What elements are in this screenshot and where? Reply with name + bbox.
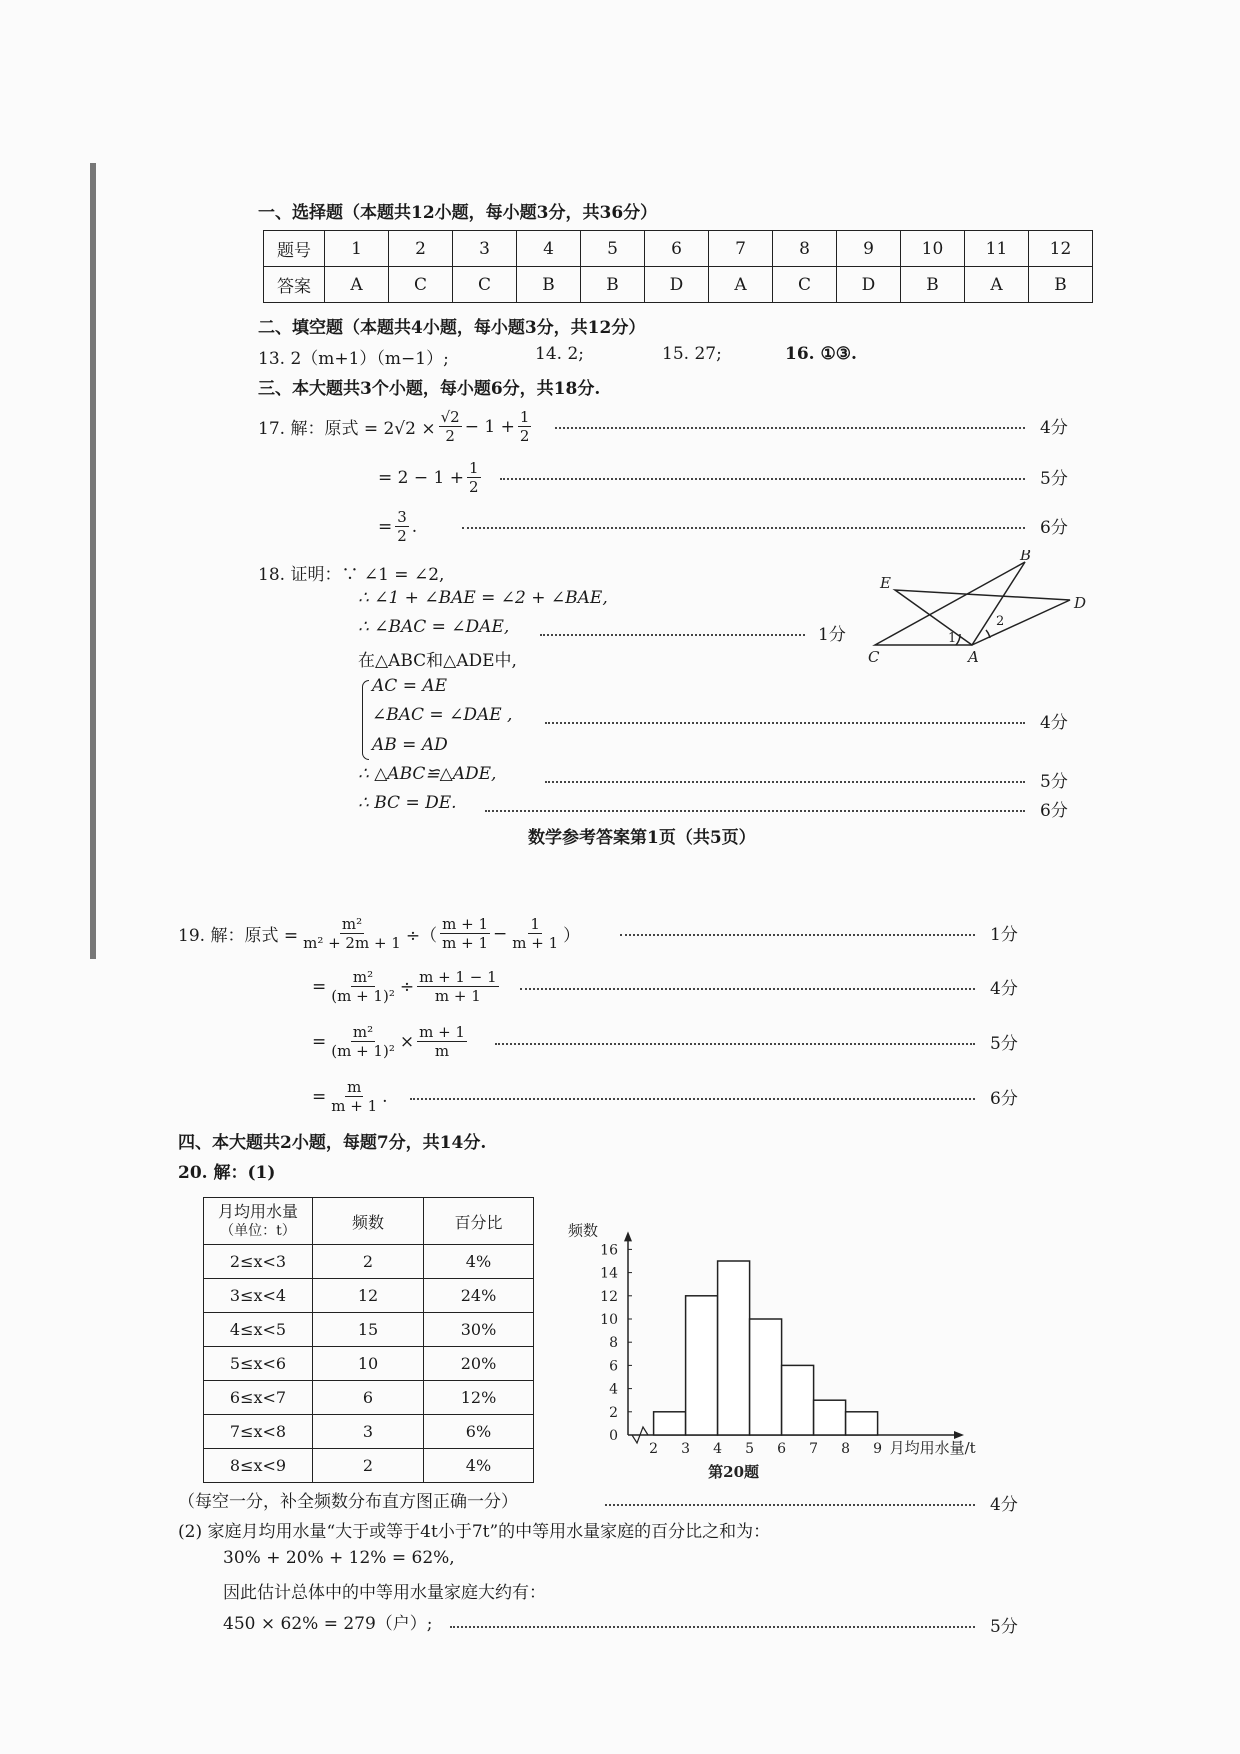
q18-line3: ∴ ∠BAC = ∠DAE, bbox=[358, 617, 510, 637]
q18-line1: 18. 证明：∵ ∠1 = ∠2, bbox=[258, 565, 445, 585]
score-q19-3: 5分 bbox=[990, 1034, 1018, 1054]
percent-cell: 20% bbox=[424, 1347, 534, 1381]
q18-line6: ∴ BC = DE. bbox=[358, 793, 457, 813]
score-q18-1: 1分 bbox=[818, 625, 846, 645]
percent-cell: 6% bbox=[424, 1415, 534, 1449]
question-number-cell: 7 bbox=[709, 231, 773, 267]
label-angle1: 1 bbox=[948, 631, 957, 646]
q19-divide: ÷ bbox=[399, 976, 415, 997]
q19-eq: = bbox=[312, 1031, 327, 1052]
q18-line2: ∴ ∠1 + ∠BAE = ∠2 + ∠BAE, bbox=[358, 588, 608, 608]
fraction: $\frac{1}{2}$ bbox=[519, 408, 530, 445]
question-number-cell: 8 bbox=[773, 231, 837, 267]
frequency-cell: 12 bbox=[313, 1279, 424, 1313]
q20-label: 20. 解：(1) bbox=[178, 1163, 276, 1183]
question-number-cell: 9 bbox=[837, 231, 901, 267]
question-number-cell: 6 bbox=[645, 231, 709, 267]
header-range: 月均用水量 （单位：t） bbox=[204, 1198, 313, 1245]
dot-leader bbox=[462, 527, 1025, 529]
answer-cell: A bbox=[965, 267, 1029, 303]
range-cell: 4≤x<5 bbox=[204, 1313, 313, 1347]
part2-line3: 因此估计总体中的中等用水量家庭大约有： bbox=[223, 1583, 546, 1603]
table-row bbox=[204, 1313, 534, 1347]
score-q19-2: 4分 bbox=[990, 979, 1018, 999]
fraction: $\frac{m + 1 - 1}{m + 1}$ bbox=[419, 968, 497, 1005]
dot-leader bbox=[450, 1626, 975, 1628]
fraction: $\frac{\text{m²}}{\text{(m + 1)²}}$ bbox=[331, 1023, 395, 1060]
q19-divide: ÷（ bbox=[405, 926, 438, 946]
q17-line3-prefix: = bbox=[378, 516, 393, 537]
x-tick-label: 6 bbox=[777, 1441, 787, 1457]
angle2-arc bbox=[986, 630, 990, 638]
range-cell: 8≤x<9 bbox=[204, 1449, 313, 1483]
header-percent: 百分比 bbox=[424, 1198, 534, 1245]
question-number-cell: 5 bbox=[581, 231, 645, 267]
percent-cell: 30% bbox=[424, 1313, 534, 1347]
y-tick-label: 14 bbox=[600, 1265, 618, 1282]
q19-suffix: . bbox=[382, 1086, 388, 1107]
q19-prefix: 19. 解：原式 = bbox=[178, 926, 299, 946]
table-row bbox=[204, 1449, 534, 1483]
dot-leader bbox=[410, 1098, 975, 1100]
label-c: C bbox=[868, 648, 880, 665]
q19-eq: = bbox=[312, 1086, 327, 1107]
label-angle2: 2 bbox=[996, 614, 1005, 629]
score-q19-1: 1分 bbox=[990, 925, 1018, 945]
answer-cell: B bbox=[517, 267, 581, 303]
q17-line1 bbox=[258, 408, 534, 445]
y-tick-label: 10 bbox=[600, 1312, 618, 1328]
fraction: $\frac{\text{m²}}{\text{(m + 1)²}}$ bbox=[331, 968, 395, 1005]
x-tick-label: 9 bbox=[873, 1441, 883, 1457]
percent-cell: 24% bbox=[424, 1279, 534, 1313]
answer-cell: D bbox=[837, 267, 901, 303]
q19-minus: − bbox=[492, 923, 508, 944]
label-e: E bbox=[880, 574, 891, 592]
dot-leader bbox=[605, 1504, 975, 1506]
q18-cond3: AB = AD bbox=[372, 735, 448, 755]
table-row bbox=[204, 1279, 534, 1313]
answer-cell: D bbox=[645, 267, 709, 303]
fraction: $\frac{m + 1}{m + 1}$ bbox=[442, 915, 488, 952]
frequency-cell: 15 bbox=[313, 1313, 424, 1347]
row-label-number: 题号 bbox=[264, 231, 325, 267]
score-q18-3: 5分 bbox=[1040, 772, 1068, 792]
part2-line1: (2) 家庭月均用水量“大于或等于4t小于7t”的中等用水量家庭的百分比之和为： bbox=[178, 1522, 771, 1542]
answer-table bbox=[263, 230, 1093, 303]
label-d: D bbox=[1074, 594, 1087, 612]
x-axis-arrow bbox=[954, 1431, 964, 1439]
answer-q15: 15. 27; bbox=[662, 344, 722, 364]
score-q18-4: 6分 bbox=[1040, 801, 1068, 821]
fraction: $\frac{m + 1}{m}$ bbox=[419, 1023, 465, 1060]
dot-leader bbox=[540, 634, 805, 636]
section4-heading: 四、本大题共2小题，每题7分，共14分. bbox=[178, 1133, 487, 1153]
q18-cond1: AC = AE bbox=[372, 676, 448, 696]
q17-line3 bbox=[378, 508, 417, 545]
header-frequency: 频数 bbox=[313, 1198, 424, 1245]
y-tick-label: 12 bbox=[600, 1288, 618, 1305]
fraction: $\frac{√2}{2}$ bbox=[440, 408, 460, 445]
question-number-cell: 4 bbox=[517, 231, 581, 267]
range-cell: 5≤x<6 bbox=[204, 1347, 313, 1381]
fraction: $\frac{1}{m + 1}$ bbox=[512, 915, 559, 952]
part2-line2: 30% + 20% + 12% = 62%, bbox=[223, 1548, 455, 1568]
score-q19-4: 6分 bbox=[990, 1089, 1018, 1109]
dot-leader bbox=[495, 1043, 975, 1045]
histogram-bar bbox=[718, 1261, 750, 1435]
label-b: B bbox=[1020, 550, 1032, 564]
y-tick-label: 0 bbox=[609, 1428, 618, 1444]
answer-cell: C bbox=[773, 267, 837, 303]
histogram-bar bbox=[814, 1400, 846, 1435]
triangle-figure bbox=[860, 550, 1100, 665]
triangle-ade bbox=[895, 590, 1070, 645]
answer-q13: 13. 2（m+1）（m−1）; bbox=[258, 349, 449, 369]
score-q18-2: 4分 bbox=[1040, 713, 1068, 733]
q18-cond2: ∠BAC = ∠DAE , bbox=[372, 705, 513, 725]
dot-leader bbox=[485, 810, 1025, 812]
answer-cell: B bbox=[581, 267, 645, 303]
dot-leader bbox=[620, 934, 975, 936]
dot-leader bbox=[545, 722, 1025, 724]
q17-line1-mid: − 1 + bbox=[464, 416, 515, 437]
x-tick-label: 8 bbox=[841, 1441, 851, 1457]
x-tick-label: 3 bbox=[681, 1441, 691, 1457]
q17-line2 bbox=[378, 459, 484, 496]
y-tick-label: 2 bbox=[609, 1404, 618, 1421]
question-number-cell: 10 bbox=[901, 231, 965, 267]
dot-leader bbox=[555, 427, 1025, 429]
row-label-answer: 答案 bbox=[264, 267, 325, 303]
dot-leader bbox=[545, 781, 1025, 783]
answer-cell: C bbox=[453, 267, 517, 303]
answer-cell: B bbox=[901, 267, 965, 303]
question-number-cell: 1 bbox=[325, 231, 389, 267]
y-tick-label: 4 bbox=[609, 1381, 618, 1398]
x-tick-label: 7 bbox=[809, 1441, 819, 1457]
frequency-cell: 2 bbox=[313, 1449, 424, 1483]
y-tick-label: 6 bbox=[609, 1358, 618, 1375]
q19-line1 bbox=[178, 915, 580, 952]
fraction: $\frac{3}{2}$ bbox=[397, 508, 407, 545]
score-q20-1: 4分 bbox=[990, 1495, 1018, 1515]
answer-cell: A bbox=[709, 267, 773, 303]
q19-close-paren: ） bbox=[563, 926, 581, 946]
q19-line4 bbox=[312, 1078, 388, 1115]
dot-leader bbox=[520, 988, 975, 990]
histogram-bar bbox=[686, 1296, 718, 1435]
question-number-cell: 3 bbox=[453, 231, 517, 267]
frequency-cell: 10 bbox=[313, 1347, 424, 1381]
section1-heading: 一、选择题（本题共12小题，每小题3分，共36分） bbox=[258, 203, 658, 223]
x-tick-label: 2 bbox=[649, 1441, 659, 1457]
frequency-cell: 2 bbox=[313, 1245, 424, 1279]
answer-cell: B bbox=[1029, 267, 1093, 303]
q19-line2 bbox=[312, 968, 502, 1005]
frequency-table bbox=[203, 1197, 534, 1483]
section2-heading: 二、填空题（本题共4小题，每小题3分，共12分） bbox=[258, 318, 646, 338]
part2-line4: 450 × 62% = 279（户）; bbox=[223, 1614, 433, 1634]
histogram bbox=[548, 1195, 1018, 1485]
section3-heading: 三、本大题共3个小题，每小题6分，共18分. bbox=[258, 379, 601, 399]
dot-leader bbox=[500, 478, 1025, 480]
score-q17-2: 5分 bbox=[1040, 469, 1068, 489]
table-row bbox=[204, 1245, 534, 1279]
percent-cell: 4% bbox=[424, 1449, 534, 1483]
y-tick-label: 8 bbox=[609, 1335, 618, 1352]
histogram-bar bbox=[654, 1412, 686, 1435]
answer-q14: 14. 2; bbox=[535, 344, 584, 364]
score-q17-3: 6分 bbox=[1040, 518, 1068, 538]
histogram-bar bbox=[846, 1412, 878, 1435]
q17-line1-prefix: 17. 解：原式 = 2√2 × bbox=[258, 419, 436, 439]
q19-line3 bbox=[312, 1023, 470, 1060]
table-row bbox=[204, 1381, 534, 1415]
q19-times: × bbox=[399, 1031, 415, 1052]
range-cell: 7≤x<8 bbox=[204, 1415, 313, 1449]
question-number-cell: 2 bbox=[389, 231, 453, 267]
label-a: A bbox=[968, 648, 979, 665]
x-tick-label: 5 bbox=[745, 1441, 755, 1457]
system-brace bbox=[362, 680, 369, 760]
fraction: $\frac{1}{2}$ bbox=[468, 459, 479, 496]
y-tick-label: 16 bbox=[600, 1242, 618, 1259]
scan-margin-bar bbox=[90, 163, 96, 959]
answer-q16: 16. ①③. bbox=[785, 344, 857, 364]
answer-cell: C bbox=[389, 267, 453, 303]
score-q17-1: 4分 bbox=[1040, 418, 1068, 438]
percent-cell: 12% bbox=[424, 1381, 534, 1415]
histogram-bar bbox=[782, 1365, 814, 1435]
q17-line2-prefix: = 2 − 1 + bbox=[378, 467, 464, 488]
y-axis-label: 频数 bbox=[568, 1221, 599, 1240]
range-cell: 3≤x<4 bbox=[204, 1279, 313, 1313]
table-row bbox=[204, 1415, 534, 1449]
range-cell: 2≤x<3 bbox=[204, 1245, 313, 1279]
note: （每空一分，补全频数分布直方图正确一分） bbox=[178, 1492, 518, 1512]
q18-line5: ∴ △ABC≌△ADE, bbox=[358, 764, 497, 784]
histogram-bar bbox=[750, 1319, 782, 1435]
q18-line4: 在△ABC和△ADE中, bbox=[358, 651, 517, 671]
percent-cell: 4% bbox=[424, 1245, 534, 1279]
page-footer: 数学参考答案第1页（共5页） bbox=[528, 828, 756, 848]
range-cell: 6≤x<7 bbox=[204, 1381, 313, 1415]
fraction: $\frac{\text{m²}}{\text{m² + 2m + 1}}$ bbox=[303, 915, 401, 952]
table-row bbox=[204, 1347, 534, 1381]
question-number-cell: 12 bbox=[1029, 231, 1093, 267]
question-number-cell: 11 bbox=[965, 231, 1029, 267]
frequency-cell: 6 bbox=[313, 1381, 424, 1415]
answer-cell: A bbox=[325, 267, 389, 303]
q17-line3-suffix: . bbox=[411, 516, 418, 537]
x-tick-label: 4 bbox=[713, 1441, 723, 1457]
x-axis-label: 月均用水量/t bbox=[889, 1439, 976, 1457]
score-q20-2: 5分 bbox=[990, 1617, 1018, 1637]
frequency-cell: 3 bbox=[313, 1415, 424, 1449]
y-axis-arrow bbox=[624, 1231, 632, 1241]
chart-caption: 第20题 bbox=[708, 1463, 760, 1481]
fraction: $\frac{m}{m + 1}$ bbox=[331, 1078, 378, 1115]
q19-eq: = bbox=[312, 976, 327, 997]
